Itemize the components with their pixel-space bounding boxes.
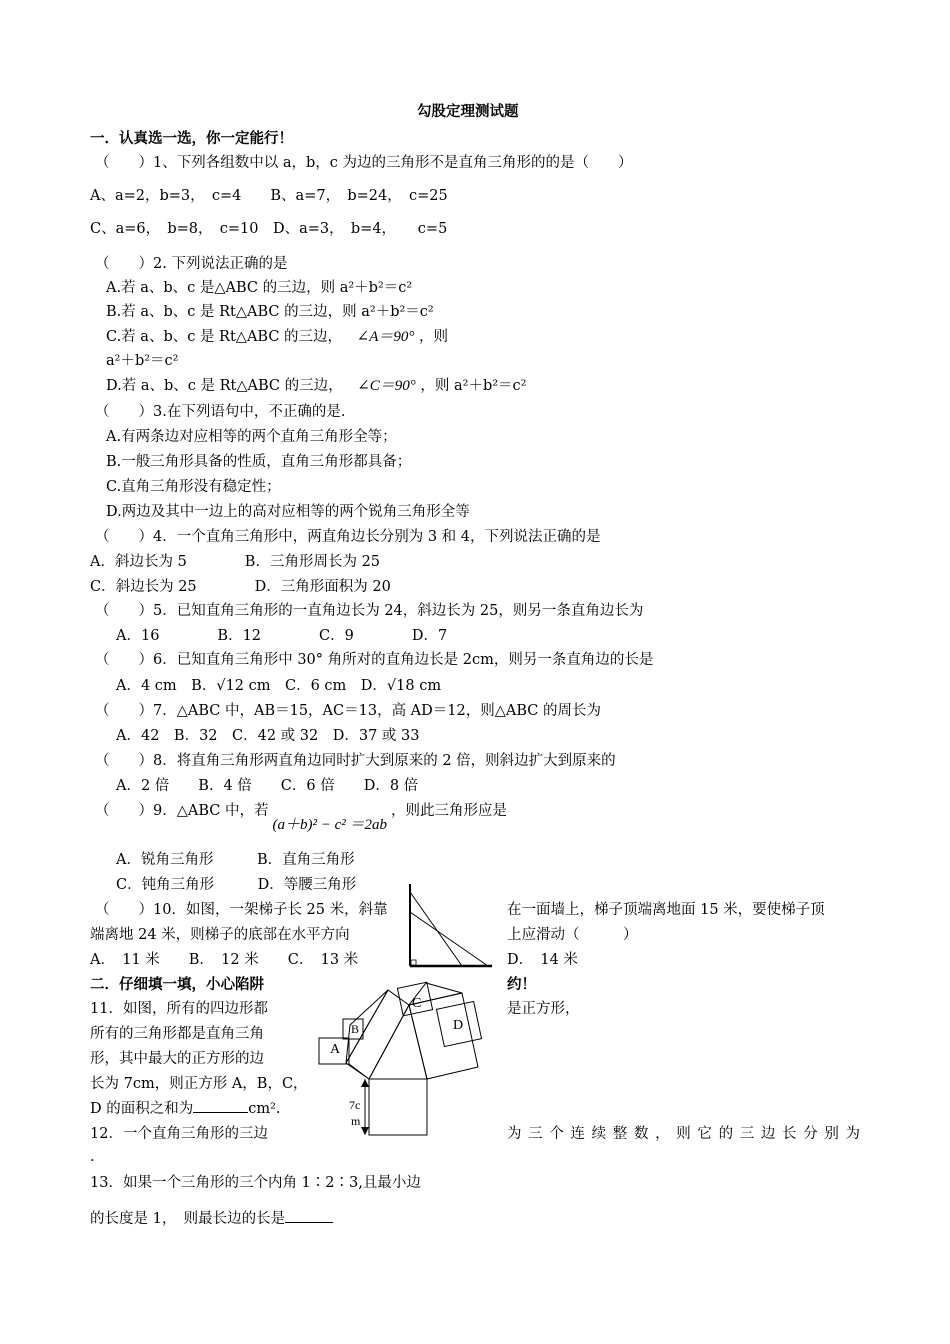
q10-options-right: D． 14 米 <box>507 952 578 968</box>
q10-line1-left: （ ）10．如图，一架梯子长 25 米，斜靠 <box>95 902 388 918</box>
label-d: D <box>453 1018 464 1033</box>
section-heading-fill-end: 约！ <box>507 976 536 993</box>
ladder-figure <box>400 880 500 970</box>
q11-line3: 形，其中最大的正方形的边 <box>90 1051 264 1067</box>
q12-char: 三 <box>739 1126 755 1142</box>
q1-options-row1: A、a=2，b=3， c=4 B、a=7， b=24， c=25 <box>90 188 448 204</box>
q12-char: 它 <box>697 1126 712 1142</box>
q12-char: 三 <box>528 1126 543 1142</box>
q12-char: 连 <box>570 1126 585 1142</box>
q12-char: 长 <box>782 1126 797 1142</box>
q12-char: 为 <box>845 1126 860 1142</box>
q9-options-row1: A．锐角三角形 B．直角三角形 <box>116 852 355 868</box>
q12-char: 的 <box>718 1126 734 1142</box>
q3-option-a: A.有两条边对应相等的两个直角三角形全等； <box>106 429 397 445</box>
q11-unit: cm². <box>248 1101 281 1117</box>
q9-stem-end: ，则此三角形应是 <box>391 803 507 819</box>
q11-line1: 11．如图，所有的四边形都 <box>90 1001 268 1017</box>
q13-line2-text: 的长度是 1， 则最长边的长是 <box>90 1211 286 1227</box>
q11-answer-blank[interactable] <box>193 1112 248 1113</box>
q2-option-c-then: ，则 <box>419 329 449 345</box>
q8-stem: （ ）8．将直角三角形两直角边同时扩大到原来的 2 倍，则斜边扩大到原来的 <box>95 753 616 769</box>
q9-stem-text: （ ）9．△ABC 中，若 <box>95 803 269 819</box>
q6-stem: （ ）6．已知直角三角形中 30° 角所对的直角边长是 2cm，则另一条直角边的长是 <box>95 652 654 668</box>
q3-option-d: D.两边及其中一边上的高对应相等的两个锐角三角形全等 <box>106 504 470 520</box>
page-title: 勾股定理测试题 <box>417 103 519 120</box>
q2-option-a: A.若 a、b、c 是△ABC 的三边，则 a²＋b²＝c² <box>106 280 413 296</box>
q12-char: 则 <box>676 1126 691 1142</box>
label-c: C <box>412 996 422 1011</box>
q2-option-d-angle: ∠C＝90° <box>357 378 416 394</box>
q3-option-c: C.直角三角形没有稳定性； <box>106 479 281 495</box>
q11-line5 <box>90 1100 281 1118</box>
q10-line2-right: 上应滑动（ ） <box>507 927 638 943</box>
label-length-7: 7c <box>349 1098 361 1112</box>
q12-char: 整 <box>612 1126 628 1142</box>
q7-options: A．42 B．32 C．42 或 32 D．37 或 33 <box>116 728 420 744</box>
q13-answer-blank[interactable] <box>285 1222 333 1223</box>
q4-stem: （ ）4．一个直角三角形中，两直角边长分别为 3 和 4，下列说法正确的是 <box>95 529 601 545</box>
q2-option-c <box>106 328 448 346</box>
q10-line2-left: 端离地 24 米，则梯子的底部在水平方向 <box>90 927 350 943</box>
q2-option-d-text: D.若 a、b、c 是 Rt△ABC 的三边， <box>106 378 343 394</box>
section-heading-fill: 二．仔细填一填，小心陷阱 <box>90 976 264 993</box>
label-b: B <box>351 1022 360 1036</box>
label-length-unit: m <box>351 1114 361 1128</box>
q9-stem <box>95 802 507 833</box>
q2-option-d <box>106 377 527 395</box>
q5-stem: （ ）5．已知直角三角形的一直角边长为 24，斜边长为 25，则另一条直角边长为 <box>95 603 644 619</box>
q2-option-d-then: ，则 a²＋b²＝c² <box>420 378 527 394</box>
section-heading-choice: 一．认真选一选，你一定能行！ <box>90 130 293 147</box>
q1-options-row2: C、a=6， b=8， c=10 D、a=3， b=4， c=5 <box>90 221 448 237</box>
q2-option-c-angle: ∠A＝90° <box>356 329 415 345</box>
q12-char: 续 <box>591 1126 607 1142</box>
q2-stem: （ ）2. 下列说法正确的是 <box>95 256 288 272</box>
q12-char: 分 <box>803 1126 818 1142</box>
q3-stem: （ ）3.在下列语句中，不正确的是. <box>95 404 346 420</box>
q12-char: 别 <box>824 1126 839 1142</box>
q1-stem: （ ）1、下列各组数中以 a，b，c 为边的三角形不是直角三角形的的是（ ） <box>95 155 633 171</box>
q12-left: 12．一个直角三角形的三边 <box>90 1126 268 1142</box>
q2-option-b: B.若 a、b、c 是 Rt△ABC 的三边，则 a²＋b²＝c² <box>106 304 434 320</box>
q11-line1-right: 是正方形， <box>507 1001 580 1017</box>
q10-line1-right: 在一面墙上，梯子顶端离地面 15 米，要使梯子顶 <box>507 902 825 918</box>
q9-options-row2: C．钝角三角形 D．等腰三角形 <box>116 877 357 893</box>
q5-options: A．16 B．12 C．9 D．7 <box>116 628 448 644</box>
q12-end: . <box>90 1149 95 1165</box>
q11-line5-text: D 的面积之和为 <box>90 1101 194 1117</box>
q13-line1: 13．如果一个三角形的三个内角 1∶2∶3,且最小边 <box>90 1175 421 1191</box>
q13-line2 <box>90 1210 333 1228</box>
q3-option-b: B.一般三角形具备的性质，直角三角形都具备； <box>106 454 412 470</box>
q2-option-c-text: C.若 a、b、c 是 Rt△ABC 的三边， <box>106 329 343 345</box>
q12-char: 为 <box>507 1126 522 1142</box>
q8-options: A．2 倍 B．4 倍 C．6 倍 D．8 倍 <box>116 778 419 794</box>
q6-options: A．4 cm B．√12 cm C．6 cm D．√18 cm <box>116 678 442 694</box>
q12-char: ， <box>655 1126 670 1142</box>
q12-char: 边 <box>760 1126 776 1142</box>
q4-options-row1: A．斜边长为 5 B．三角形周长为 25 <box>90 554 381 570</box>
q4-options-row2: C．斜边长为 25 D．三角形面积为 20 <box>90 579 391 595</box>
q12-right <box>507 1125 860 1143</box>
q2-option-c-cont: a²＋b²＝c² <box>106 353 179 369</box>
q10-options-left: A． 11 米 B． 12 米 C． 13 米 <box>90 952 359 968</box>
q11-line4: 长为 7cm，则正方形 A，B，C， <box>90 1076 308 1092</box>
q9-equation: (a＋b)² − c² ＝2ab <box>272 817 387 833</box>
squares-figure <box>310 975 510 1135</box>
q7-stem: （ ）7．△ABC 中，AB＝15，AC＝13，高 AD＝12，则△ABC 的周长为 <box>95 703 601 719</box>
q12-char: 数 <box>633 1126 649 1142</box>
q11-line2: 所有的三角形都是直角三角 <box>90 1026 264 1042</box>
q12-char: 个 <box>549 1126 564 1142</box>
label-a: A <box>330 1042 341 1057</box>
